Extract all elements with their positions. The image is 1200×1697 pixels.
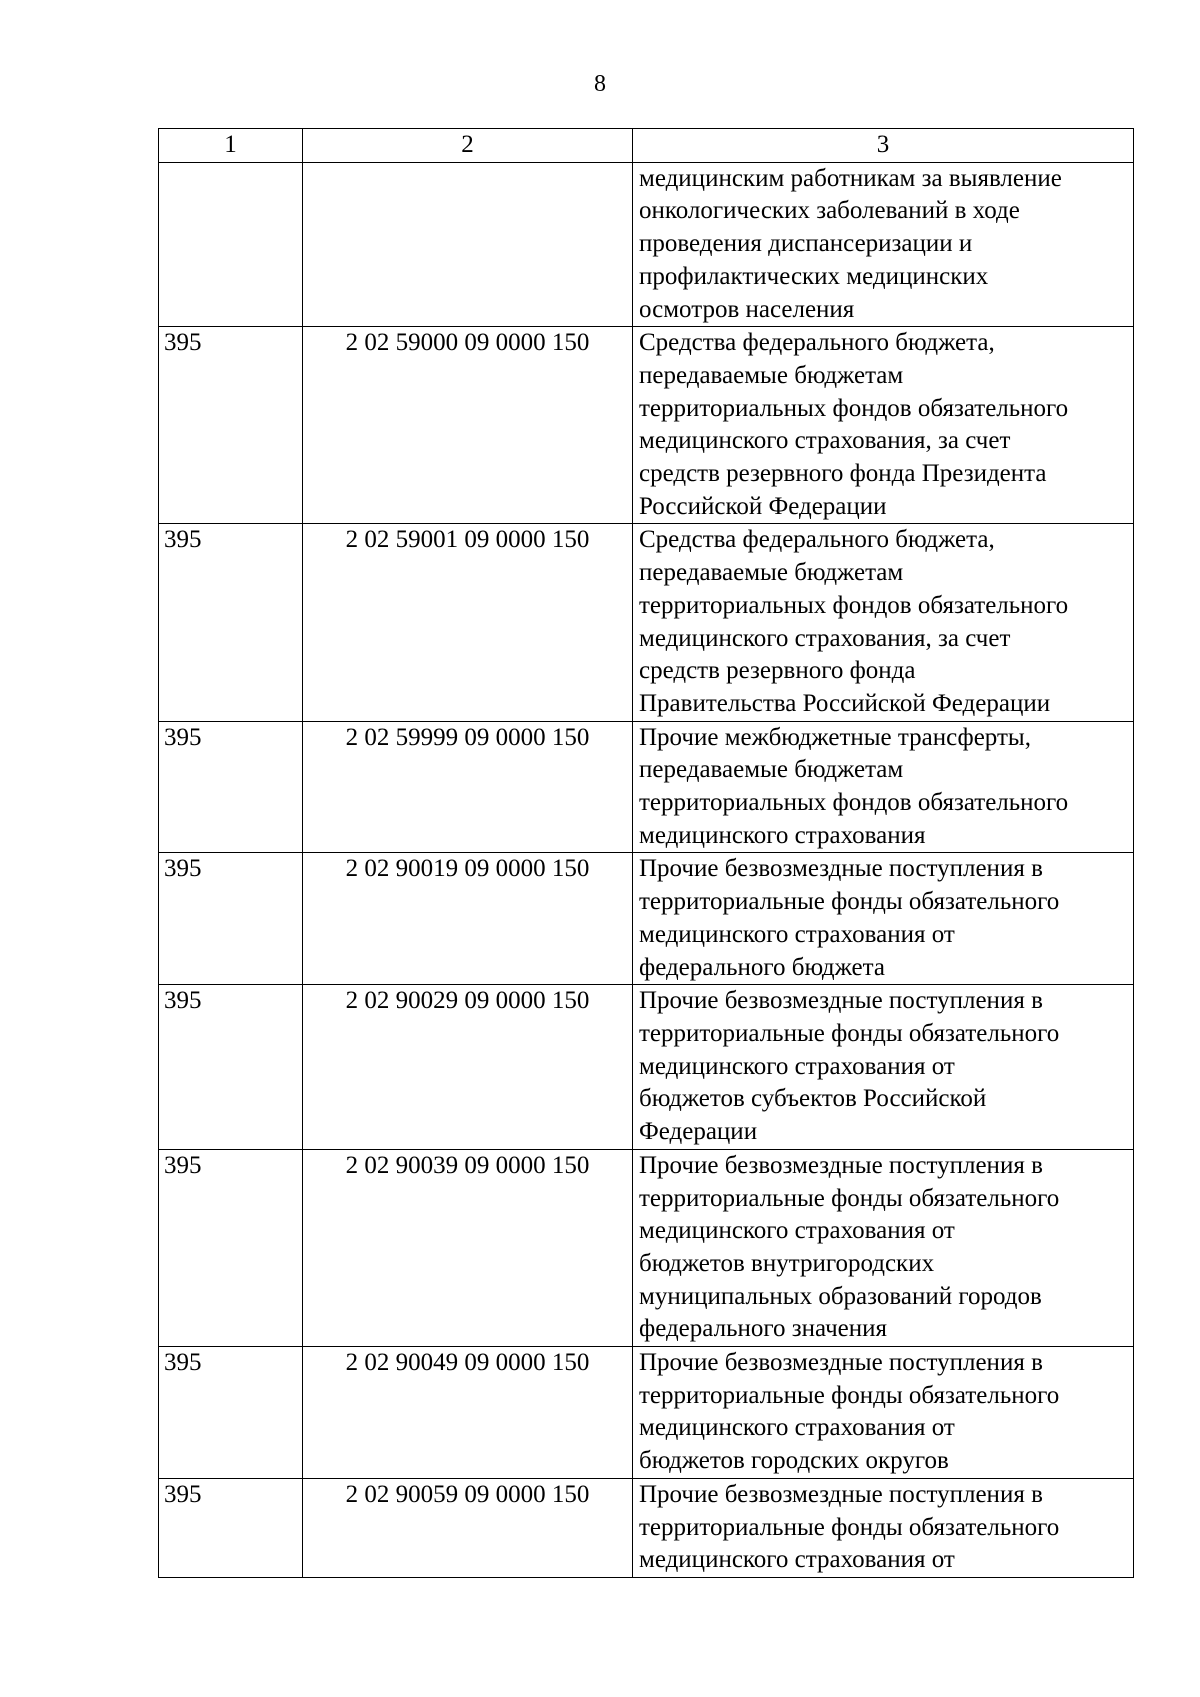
description-line: территориальных фондов обязательного [639, 789, 1069, 817]
description-line: Средства федерального бюджета, [639, 526, 995, 554]
budget-code-cell: 2 02 90059 09 0000 150 [303, 1478, 633, 1577]
admin-code-cell: 395 [159, 1347, 303, 1479]
description-cell [633, 524, 1134, 721]
description-cell [633, 327, 1134, 524]
description-line: Средства федерального бюджета, [639, 329, 995, 357]
description-line: средств резервного фонда [639, 657, 916, 685]
table-row [159, 327, 1134, 524]
description-line: территориальные фонды обязательного [639, 1184, 1060, 1212]
description-line: медицинского страхования [639, 821, 926, 849]
description-line: медицинским работникам за выявление [639, 164, 1062, 192]
table-row [159, 524, 1134, 721]
budget-code-cell [303, 162, 633, 327]
description-line: муниципальных образований городов [639, 1282, 1042, 1310]
description-line: Прочие безвозмездные поступления в [639, 1480, 1043, 1508]
budget-code-cell: 2 02 59000 09 0000 150 [303, 327, 633, 524]
description-line: средств резервного фонда Президента [639, 460, 1047, 488]
description-line: бюджетов городских округов [639, 1447, 949, 1475]
description-cell [633, 721, 1134, 853]
description-line: бюджетов субъектов Российской [639, 1085, 987, 1113]
description-line: территориальные фонды обязательного [639, 888, 1060, 916]
revenue-codes-table [158, 128, 1134, 1578]
table-row [159, 1347, 1134, 1479]
admin-code-cell: 395 [159, 1149, 303, 1346]
description-line: медицинского страхования от [639, 1217, 955, 1245]
description-line: медицинского страхования от [639, 1546, 955, 1574]
admin-code-cell: 395 [159, 853, 303, 985]
description-line: передаваемые бюджетам [639, 756, 904, 784]
table-header [159, 129, 1134, 163]
column-header-3: 3 [633, 129, 1134, 163]
description-line: территориальные фонды обязательного [639, 1513, 1060, 1541]
description-line: осмотров населения [639, 295, 855, 323]
description-line: территориальных фондов обязательного [639, 591, 1069, 619]
description-cell [633, 985, 1134, 1150]
description-line: Прочие безвозмездные поступления в [639, 1151, 1043, 1179]
description-line: Российской Федерации [639, 492, 887, 520]
description-line: территориальные фонды обязательного [639, 1381, 1060, 1409]
admin-code-cell [159, 162, 303, 327]
description-line: профилактических медицинских [639, 262, 989, 290]
description-line: проведения диспансеризации и [639, 230, 973, 258]
table-row [159, 1149, 1134, 1346]
description-line: Прочие безвозмездные поступления в [639, 987, 1043, 1015]
description-line: медицинского страхования, за счет [639, 624, 1011, 652]
table-row [159, 853, 1134, 985]
budget-code-cell: 2 02 90049 09 0000 150 [303, 1347, 633, 1479]
description-cell [633, 1478, 1134, 1577]
description-cell [633, 1149, 1134, 1346]
description-line: федерального значения [639, 1315, 888, 1343]
admin-code-cell: 395 [159, 327, 303, 524]
table-row [159, 985, 1134, 1150]
description-line: федерального бюджета [639, 953, 885, 981]
budget-code-cell: 2 02 90029 09 0000 150 [303, 985, 633, 1150]
description-line: медицинского страхования от [639, 1414, 955, 1442]
description-line: медицинского страхования от [639, 920, 955, 948]
admin-code-cell: 395 [159, 1478, 303, 1577]
description-line: Федерации [639, 1118, 758, 1146]
description-line: бюджетов внутригородских [639, 1249, 935, 1277]
description-cell [633, 1347, 1134, 1479]
column-header-1: 1 [159, 129, 303, 163]
admin-code-cell: 395 [159, 985, 303, 1150]
budget-code-cell: 2 02 59001 09 0000 150 [303, 524, 633, 721]
budget-code-cell: 2 02 90039 09 0000 150 [303, 1149, 633, 1346]
description-line: территориальные фонды обязательного [639, 1019, 1060, 1047]
description-line: онкологических заболеваний в ходе [639, 197, 1020, 225]
table-body [159, 162, 1134, 1577]
table-row [159, 162, 1134, 327]
description-line: Прочие безвозмездные поступления в [639, 855, 1043, 883]
description-line: передаваемые бюджетам [639, 361, 904, 389]
description-line: медицинского страхования, за счет [639, 427, 1011, 455]
description-cell [633, 853, 1134, 985]
description-line: Правительства Российской Федерации [639, 689, 1051, 717]
header-row [159, 129, 1134, 163]
column-header-2: 2 [303, 129, 633, 163]
description-line: медицинского страхования от [639, 1052, 955, 1080]
admin-code-cell: 395 [159, 524, 303, 721]
description-line: Прочие межбюджетные трансферты, [639, 723, 1031, 751]
table-row [159, 1478, 1134, 1577]
table-row [159, 721, 1134, 853]
page-number: 8 [594, 71, 606, 97]
admin-code-cell: 395 [159, 721, 303, 853]
budget-code-cell: 2 02 90019 09 0000 150 [303, 853, 633, 985]
description-line: территориальных фондов обязательного [639, 394, 1069, 422]
description-line: передаваемые бюджетам [639, 559, 904, 587]
description-line: Прочие безвозмездные поступления в [639, 1349, 1043, 1377]
budget-code-cell: 2 02 59999 09 0000 150 [303, 721, 633, 853]
description-cell [633, 162, 1134, 327]
